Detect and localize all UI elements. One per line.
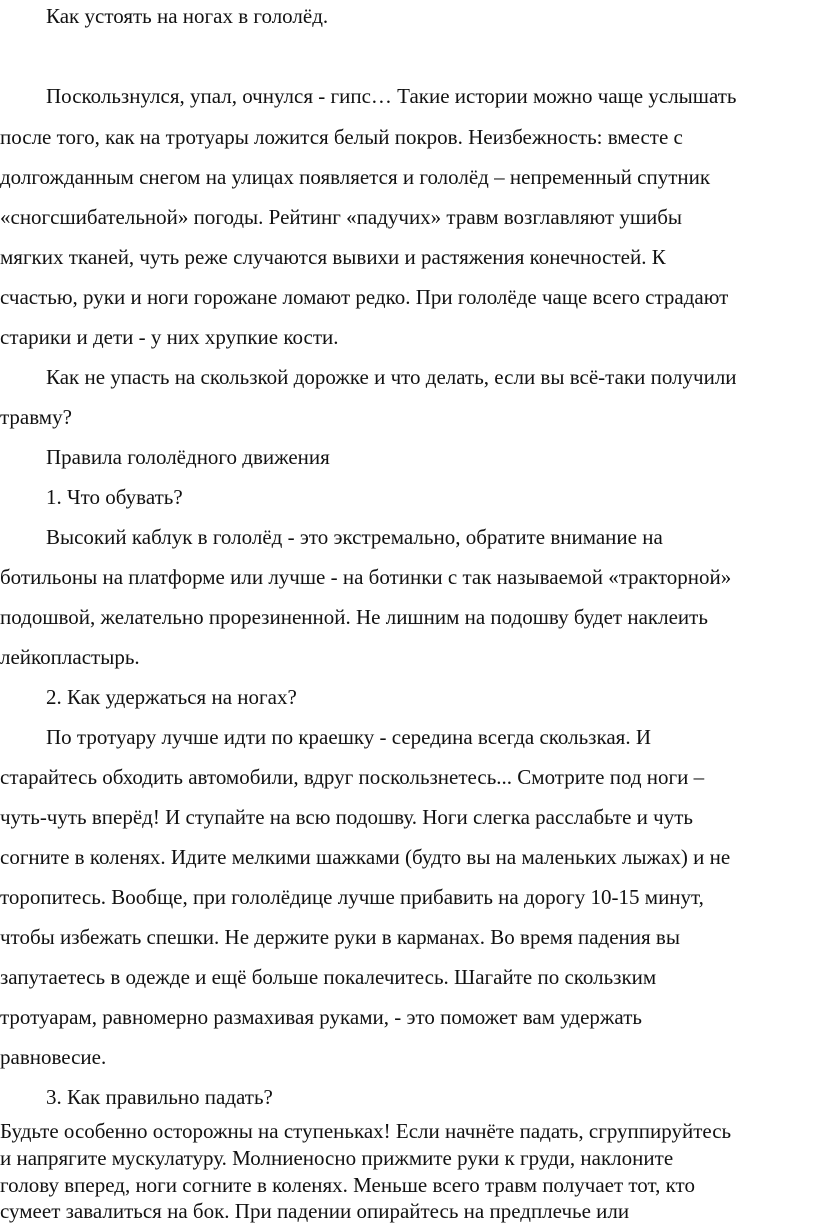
text-line: По тротуару лучше идти по краешку - середина всегда скользкая. И [46,725,652,749]
text-line: Будьте особенно осторожны на ступеньках! Если начнёте падать, сгруппируйтесь [0,1119,732,1143]
text-line: мягких тканей, чуть реже случаются вывихи и растяжения конечностей. К [0,245,666,269]
text-line: Как не упасть на скользкой дорожке и что делать, если вы всё-таки получили [46,365,737,389]
section-heading: 1. Что обувать? [46,485,183,509]
text-line: Высокий каблук в гололёд - это экстремально, обратите внимание на [46,525,663,549]
document-title: Как устоять на ногах в гололёд. [46,4,329,28]
text-line: запутаетесь в одежде и ещё больше покалечитесь. Шагайте по скользким [0,965,657,989]
text-line: «сногсшибательной» погоды. Рейтинг «падучих» травм возглавляют ушибы [0,205,683,229]
section-heading: 3. Как правильно падать? [46,1085,273,1109]
text-line: голову вперед, ноги согните в коленях. Меньше всего травм получает тот, кто [0,1173,695,1197]
text-line: лейкопластырь. [0,645,140,669]
text-line: старайтесь обходить автомобили, вдруг поскользнетесь... Смотрите под ноги – [0,765,705,789]
text-line: ботильоны на платформе или лучше - на ботинки с так называемой «тракторной» [0,565,732,589]
text-line: равновесие. [0,1045,107,1069]
text-line: старики и дети - у них хрупкие кости. [0,325,339,349]
text-line: чтобы избежать спешки. Не держите руки в карманах. Во время падения вы [0,925,680,949]
text-line: согните в коленях. Идите мелкими шажками (будто вы на маленьких лыжах) и не [0,845,731,869]
text-line: торопитесь. Вообще, при гололёдице лучше прибавить на дорогу 10-15 минут, [0,885,704,909]
section-heading: 2. Как удержаться на ногах? [46,685,297,709]
text-line: тротуарам, равномерно размахивая руками, - это поможет вам удержать [0,1005,642,1029]
text-line: травму? [0,405,72,429]
text-line: сумеет завалиться на бок. При падении опирайтесь на предплечье или [0,1199,630,1223]
text-line: и напрягите мускулатуру. Молниеносно прижмите руки к груди, наклоните [0,1146,674,1170]
text-line: подошвой, желательно прорезиненной. Не лишним на подошву будет наклеить [0,605,708,629]
text-line: после того, как на тротуары ложится белый покров. Неизбежность: вместе с [0,125,683,149]
text-line: чуть-чуть вперёд! И ступайте на всю подошву. Ноги слегка расслабьте и чуть [0,805,693,829]
text-line: долгожданным снегом на улицах появляется и гололёд – непременный спутник [0,165,711,189]
text-line: Поскользнулся, упал, очнулся - гипс… Такие истории можно чаще услышать [46,84,737,108]
text-line: счастью, руки и ноги горожане ломают редко. При гололёде чаще всего страдают [0,285,729,309]
section-heading: Правила гололёдного движения [46,445,330,469]
